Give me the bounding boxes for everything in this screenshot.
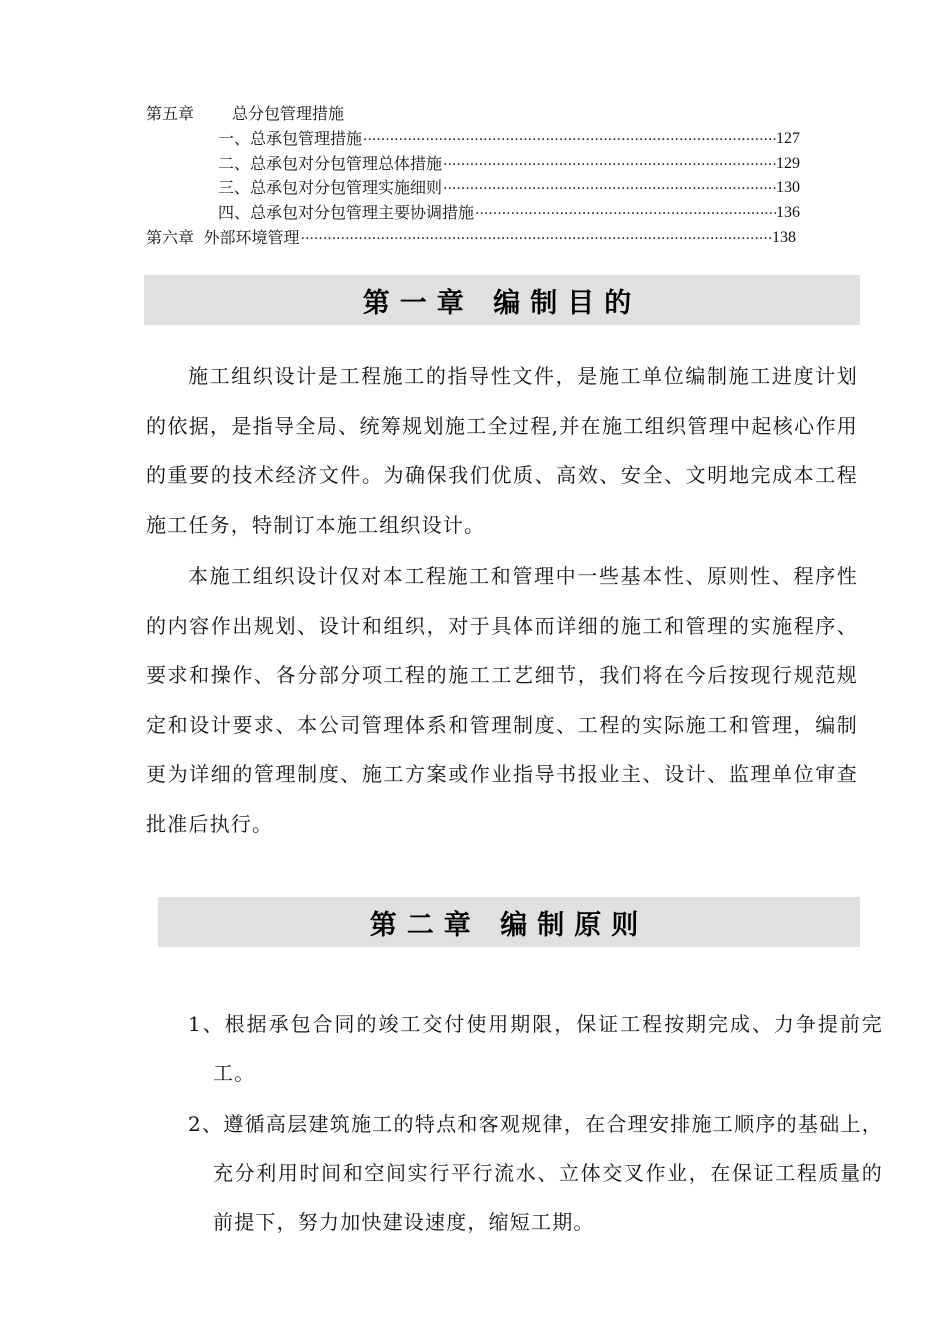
toc-chapter-label: 第六章 xyxy=(146,228,195,247)
toc-chapter-title: 外部环境管理 xyxy=(203,228,300,247)
toc-leader-dots xyxy=(442,178,776,200)
toc-page-number: 136 xyxy=(776,204,800,221)
toc-entry[interactable] xyxy=(218,127,800,151)
toc-page-number: 130 xyxy=(776,179,800,196)
chapter-1-paragraph-1: 施工组织设计是工程施工的指导性文件，是施工单位编制施工进度计划的依据，是指导全局、统筹规划施工全过程,并在施工组织管理中起核心作用的重要的技术经济文件。为确保我们优质、高效、安全、文明地完成本工程施工任务，特制订本施工组织设计。 xyxy=(146,364,858,537)
toc-entry-title: 三、总承包对分包管理实施细则 xyxy=(218,178,443,197)
chapter-1-heading xyxy=(144,275,860,325)
toc-entry-title: 一、总承包管理措施 xyxy=(218,129,363,148)
toc-leader-dots xyxy=(362,129,776,151)
toc-page-number: 129 xyxy=(776,155,800,172)
toc-page-number: 127 xyxy=(776,130,800,147)
toc-chapter-5[interactable] xyxy=(146,102,566,126)
toc-chapter-6[interactable] xyxy=(146,226,796,250)
toc-leader-dots xyxy=(442,154,776,176)
chapter-2-heading-text: 第二章 编制原则 xyxy=(369,909,649,941)
toc-entry[interactable] xyxy=(218,152,800,176)
toc-entry-title: 二、总承包对分包管理总体措施 xyxy=(218,154,443,173)
toc-leader-dots xyxy=(474,203,776,225)
toc-entry[interactable] xyxy=(218,201,800,225)
chapter-1-paragraph-2: 本施工组织设计仅对本工程施工和管理中一些基本性、原则性、程序性的内容作出规划、设计和组织，对于具体而详细的施工和管理的实施程序、要求和操作、各分部分项工程的施工工艺细节，我们将在今后按现行规范规定和设计要求、本公司管理体系和管理制度、工程的实际施工和管理，编制更为详细的管理制度、施工方案或作业指导书报业主、设计、监理单位审查批准后执行。 xyxy=(146,564,858,836)
toc-entry-title: 四、总承包对分包管理主要协调措施 xyxy=(218,203,475,222)
principle-list-item-1: 1、根据承包合同的竣工交付使用期限，保证工程按期完成、力争提前完工。 xyxy=(188,1012,883,1085)
toc-entry[interactable] xyxy=(218,176,800,200)
toc-chapter-label: 第五章 xyxy=(146,104,195,123)
toc-chapter-title: 总分包管理措施 xyxy=(232,104,345,123)
toc-leader-dots xyxy=(300,228,772,250)
toc-page-number: 138 xyxy=(772,229,796,246)
chapter-1-heading-text: 第一章 编制目的 xyxy=(362,287,642,319)
chapter-2-heading xyxy=(158,897,860,947)
principle-list-item-2: 2、遵循高层建筑施工的特点和客观规律，在合理安排施工顺序的基础上，充分利用时间和空间实行平行流水、立体交叉作业，在保证工程质量的前提下，努力加快建设速度，缩短工期。 xyxy=(188,1112,883,1234)
